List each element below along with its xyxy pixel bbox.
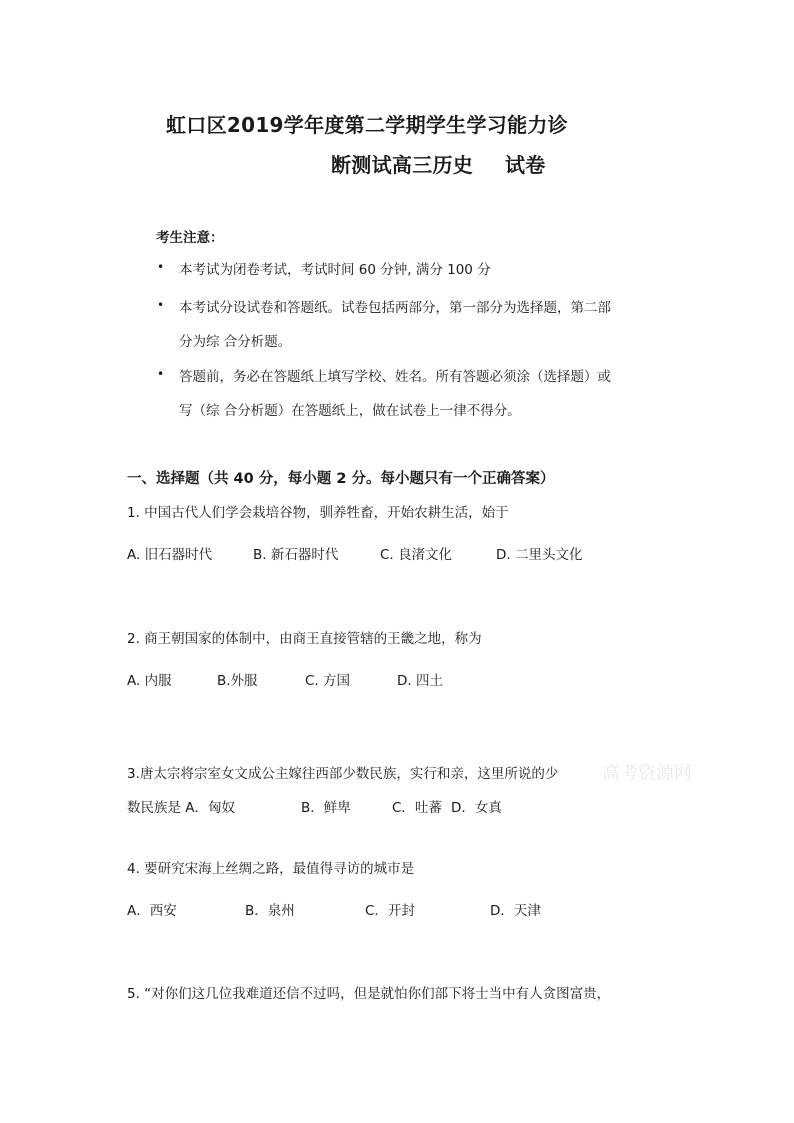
notice-item-2-cont: 分为综 合分析题。 (179, 334, 292, 350)
question-1-stem: 1. 中国古代人们学会栽培谷物，驯养牲畜，开始农耕生活，始于 (127, 505, 509, 521)
question-1-option-b: B. 新石器时代 (253, 547, 339, 563)
question-3-stem: 3.唐太宗将宗室女文成公主嫁往西部少数民族，实行和亲，这里所说的少 (127, 766, 559, 782)
question-1-option-c: C. 良渚文化 (380, 547, 453, 563)
bullet-icon: • (157, 298, 165, 312)
question-4-option-c: C．开封 (365, 903, 415, 919)
watermark: 高考资源网 (602, 763, 692, 784)
question-3-option-c: C．吐蕃 (392, 800, 442, 816)
question-3-option-b: B．鲜卑 (301, 800, 351, 816)
question-2-option-a: A. 内服 (127, 673, 172, 689)
question-3-option-d: D．女真 (451, 800, 502, 816)
question-3-stem-cont: 数民族是 A．匈奴 (127, 800, 236, 816)
question-2-option-b: B.外服 (217, 673, 258, 689)
question-4-option-b: B．泉州 (245, 903, 295, 919)
paper-title-suffix: 试卷 (505, 153, 546, 177)
question-2-stem: 2. 商王朝国家的体制中，由商王直接管辖的王畿之地，称为 (127, 631, 482, 647)
notice-heading: 考生注意： (156, 230, 224, 246)
notice-item-3-cont: 写（综 合分析题）在答题纸上，做在试卷上一律不得分。 (179, 403, 521, 419)
paper-title-line1: 虹口区2019学年度第二学期学生学习能力诊 (166, 113, 568, 137)
question-4-option-a: A．西安 (127, 903, 177, 919)
question-1-option-a: A. 旧石器时代 (127, 547, 213, 563)
section-heading: 一、选择题（共 40 分，每小题 2 分。每小题只有一个正确答案） (127, 471, 555, 487)
notice-item-2: 本考试分设试卷和答题纸。试卷包括两部分，第一部分为选择题，第二部 (179, 300, 611, 316)
question-5-stem: 5. “对你们这几位我难道还信不过吗，但是就怕你们部下将士当中有人贪图富贵， (127, 986, 611, 1002)
question-2-option-d: D. 四土 (397, 673, 443, 689)
notice-item-3: 答题前，务必在答题纸上填写学校、姓名。所有答题必须涂（选择题）或 (179, 369, 611, 385)
notice-item-1: 本考试为闭卷考试，考试时间 60 分钟, 满分 100 分 (179, 262, 491, 278)
question-4-stem: 4. 要研究宋海上丝绸之路，最值得寻访的城市是 (127, 861, 415, 877)
paper-title-line2: 断测试高三历史 (331, 153, 474, 177)
bullet-icon: • (157, 367, 165, 381)
question-2-option-c: C. 方国 (305, 673, 351, 689)
question-1-option-d: D. 二里头文化 (496, 547, 583, 563)
bullet-icon: • (157, 260, 165, 274)
question-4-option-d: D．天津 (490, 903, 541, 919)
